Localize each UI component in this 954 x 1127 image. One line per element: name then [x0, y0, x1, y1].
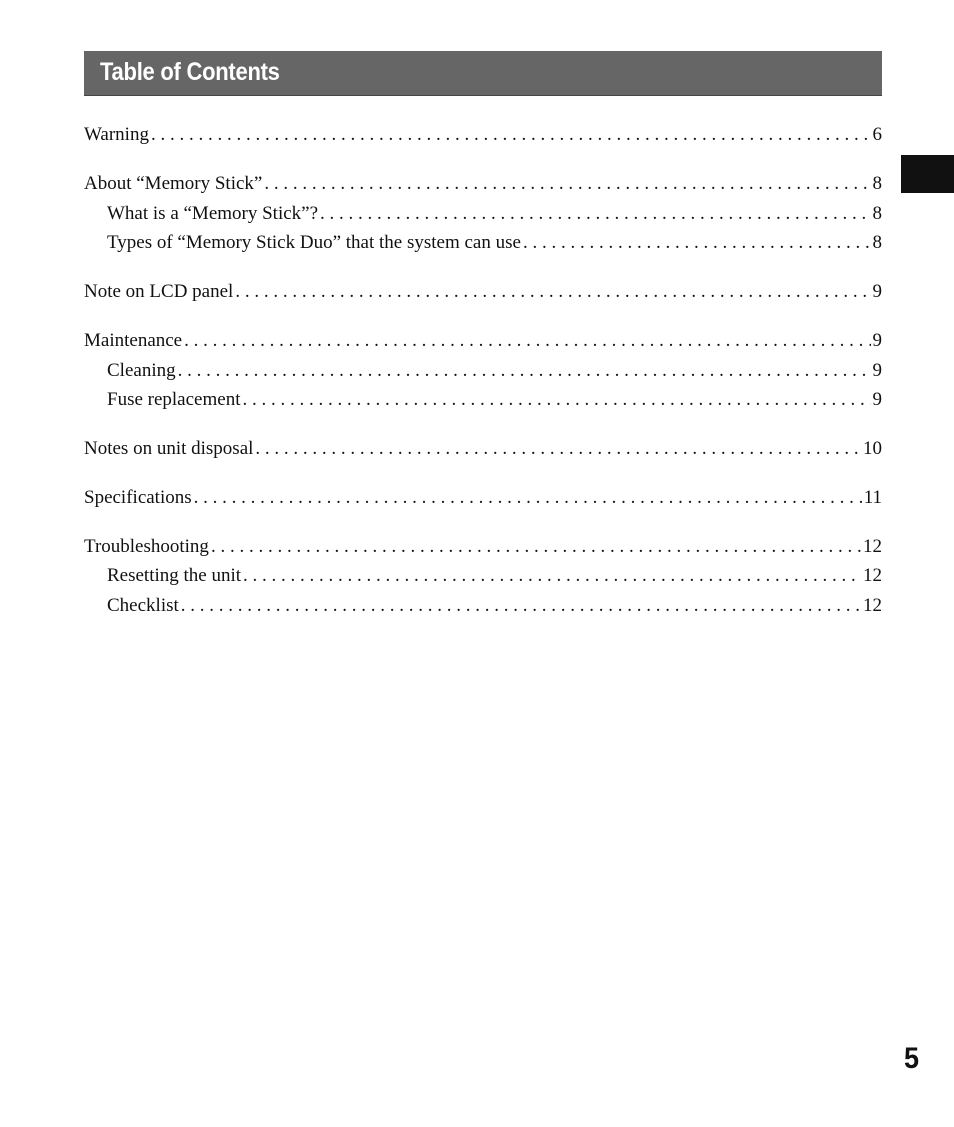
- dot-leader: [255, 436, 861, 462]
- toc-entry-label: Note on LCD panel: [84, 281, 234, 302]
- toc-entry-label: Checklist: [107, 595, 179, 616]
- toc-entry-about-memory-stick[interactable]: [84, 171, 882, 197]
- toc-header-bar: [84, 51, 882, 96]
- dot-leader: [178, 358, 871, 384]
- toc-entry-specifications[interactable]: [84, 485, 882, 511]
- toc-entry-page: 8: [872, 173, 882, 194]
- dot-leader: [320, 201, 870, 227]
- toc-entry-label: Types of “Memory Stick Duo” that the system can use: [107, 232, 521, 253]
- section-tab-marker: [901, 155, 954, 193]
- toc-entry-notes-on-unit-disposal[interactable]: [84, 436, 882, 462]
- toc-entry-note-on-lcd-panel[interactable]: [84, 279, 882, 305]
- toc-entry-label: Maintenance: [84, 330, 183, 351]
- toc-entry-cleaning[interactable]: [107, 358, 882, 384]
- dot-leader: [235, 279, 870, 305]
- dot-leader: [523, 230, 871, 256]
- dot-leader: [211, 534, 861, 560]
- toc-entry-label: What is a “Memory Stick”?: [107, 203, 319, 224]
- toc-entry-label: Fuse replacement: [107, 389, 241, 410]
- toc-entry-label: About “Memory Stick”: [84, 173, 263, 194]
- toc-entry-maintenance[interactable]: [84, 328, 882, 354]
- page-number: 5: [904, 1042, 920, 1075]
- toc-entry-what-is-memory-stick[interactable]: [107, 201, 882, 227]
- dot-leader: [151, 122, 871, 148]
- toc-entry-page: 12: [863, 536, 882, 557]
- dot-leader: [264, 171, 870, 197]
- toc-entry-page: 9: [872, 330, 882, 351]
- toc-entry-label: Warning: [84, 124, 149, 145]
- toc-entry-warning[interactable]: [84, 122, 882, 148]
- toc-entry-label: Resetting the unit: [107, 565, 242, 586]
- toc-entry-label: Specifications: [84, 487, 192, 508]
- toc-entry-page: 10: [863, 438, 882, 459]
- toc-entry-page: 12: [863, 595, 882, 616]
- toc-entry-checklist[interactable]: [107, 593, 882, 619]
- toc-entry-page: 9: [872, 360, 882, 381]
- toc-entry-page: 6: [872, 124, 882, 145]
- dot-leader: [242, 387, 870, 413]
- dot-leader: [184, 328, 870, 354]
- toc-entry-types-of-memory-stick-duo[interactable]: [107, 230, 882, 256]
- toc-entry-troubleshooting[interactable]: [84, 534, 882, 560]
- toc-entry-page: 8: [872, 203, 882, 224]
- toc-entry-page: 11: [863, 487, 882, 508]
- page-title: Table of Contents: [100, 58, 280, 86]
- dot-leader: [194, 485, 862, 511]
- toc-entry-page: 12: [863, 565, 882, 586]
- dot-leader: [181, 593, 861, 619]
- toc-entry-page: 8: [872, 232, 882, 253]
- toc-entry-page: 9: [872, 389, 882, 410]
- toc-entry-page: 9: [872, 281, 882, 302]
- toc-entry-label: Notes on unit disposal: [84, 438, 254, 459]
- toc-entry-resetting-the-unit[interactable]: [107, 563, 882, 589]
- toc-entry-label: Troubleshooting: [84, 536, 209, 557]
- toc-entry-label: Cleaning: [107, 360, 176, 381]
- toc-entry-fuse-replacement[interactable]: [107, 387, 882, 413]
- dot-leader: [243, 563, 861, 589]
